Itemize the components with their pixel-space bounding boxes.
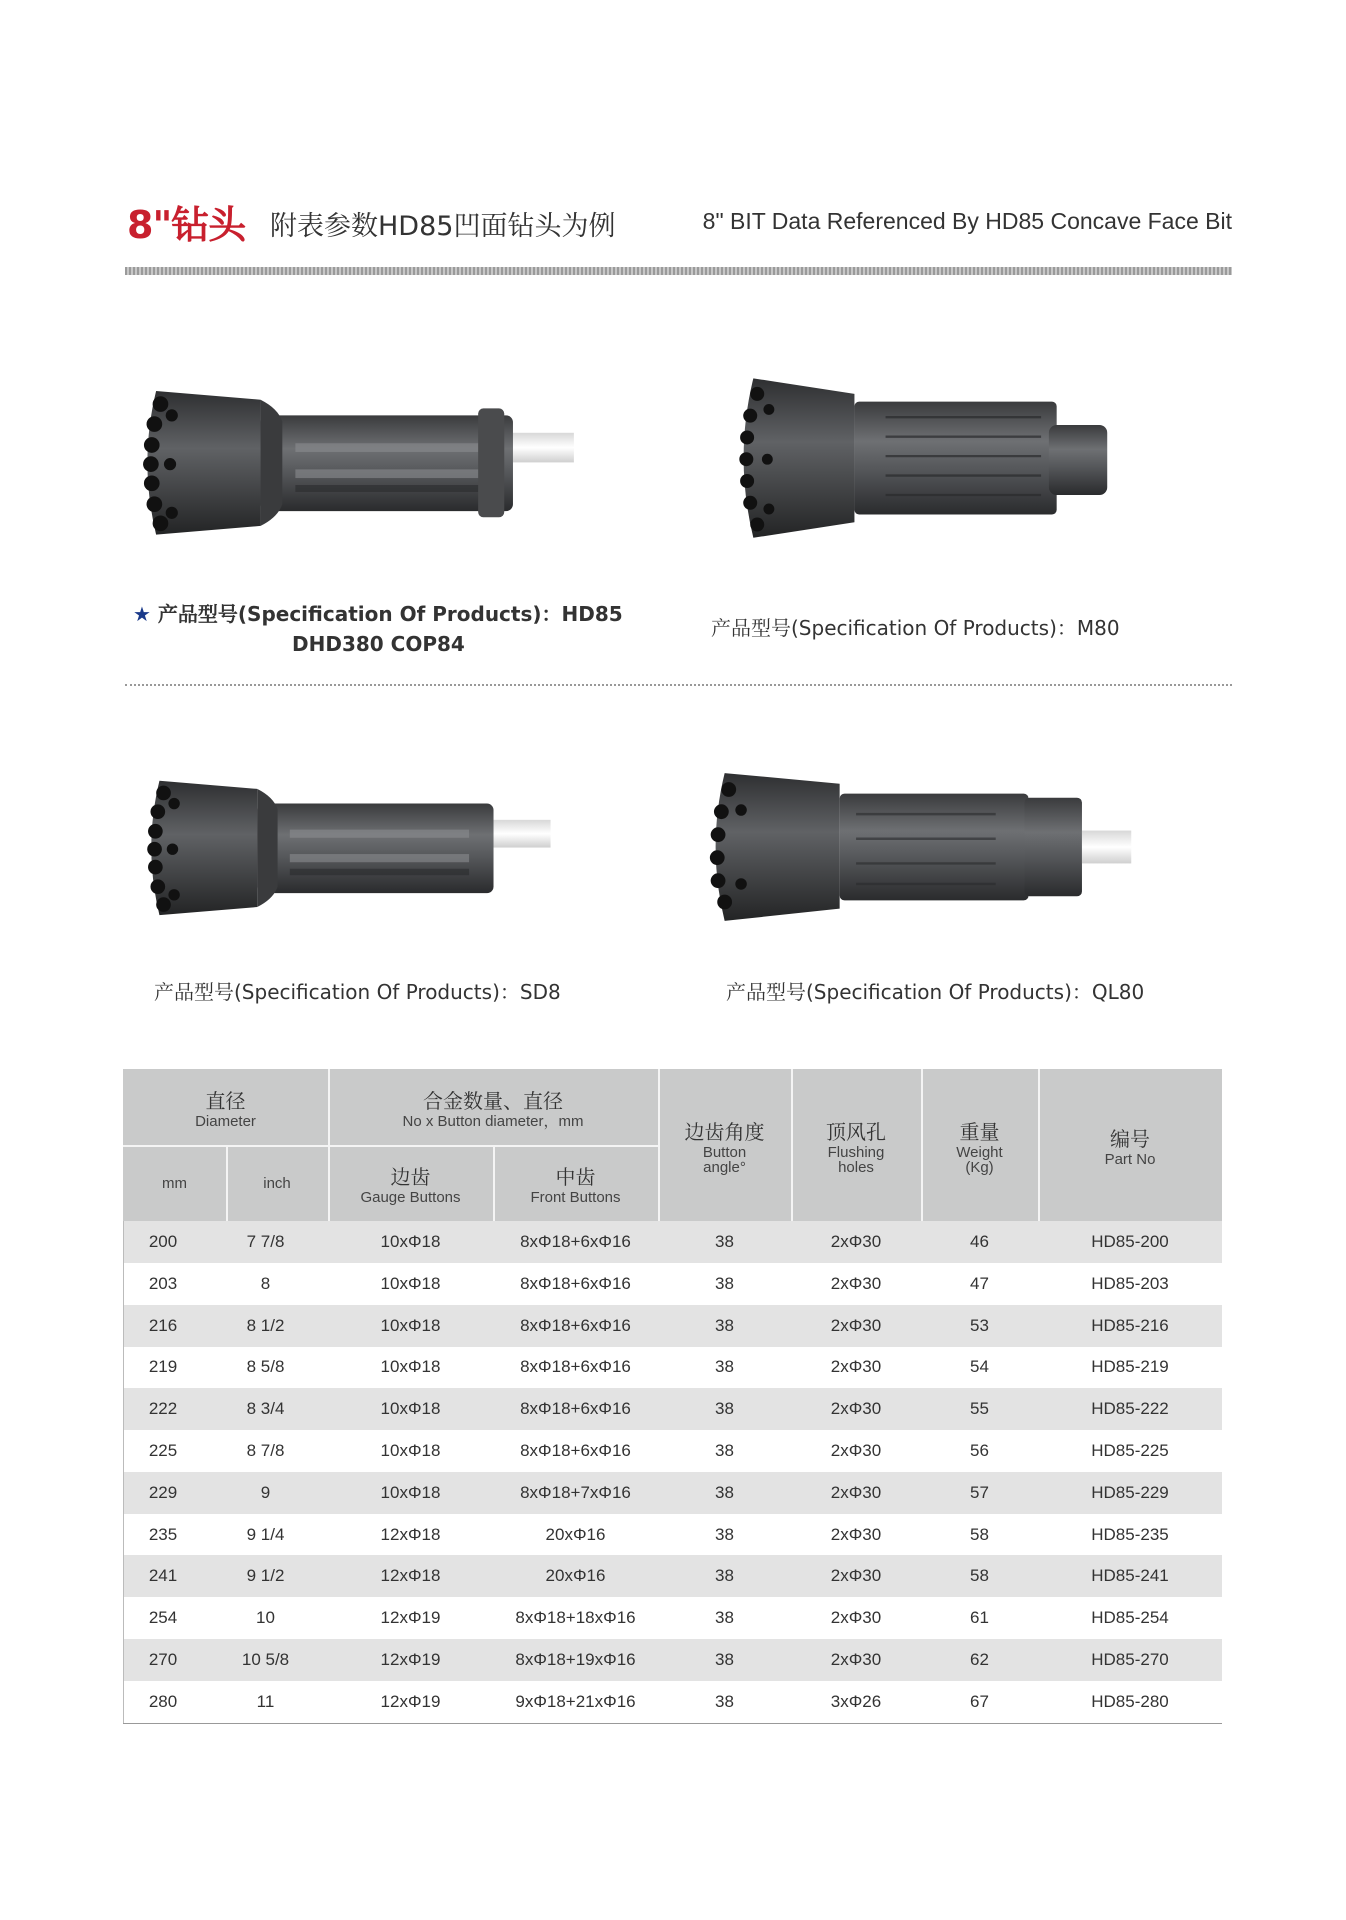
- header-flushing-holes: 顶风孔 Flushing holes: [826, 1119, 886, 1176]
- cell-mm: 219: [148, 1357, 178, 1377]
- table-row: [123, 1597, 1222, 1639]
- cell-flushing: 3xΦ26: [830, 1691, 882, 1711]
- product-image-m80: [730, 350, 1150, 570]
- cell-mm: 254: [148, 1608, 178, 1628]
- table-row: [123, 1430, 1222, 1472]
- star-icon: ★: [133, 602, 151, 626]
- header-part-no: 编号 Part No: [1104, 1127, 1156, 1168]
- cell-weight: 46: [970, 1232, 989, 1251]
- cell-angle: 38: [715, 1566, 734, 1586]
- product-image-hd85: [130, 365, 600, 565]
- product-image-sd8: [135, 755, 575, 945]
- caption-hd85: [133, 598, 623, 627]
- table-row: [123, 1681, 1222, 1723]
- cell-flushing: 2xΦ30: [830, 1608, 882, 1628]
- cell-gauge: 10xΦ18: [380, 1441, 441, 1460]
- cell-gauge: 12xΦ18: [380, 1524, 441, 1544]
- cell-part-no: HD85-235: [1091, 1524, 1169, 1544]
- cell-gauge: 12xΦ19: [380, 1608, 441, 1628]
- cell-angle: 38: [715, 1482, 734, 1502]
- caption-hd85-line2: DHD380 COP84: [292, 632, 465, 656]
- cell-gauge: 12xΦ19: [380, 1691, 441, 1711]
- cell-mm: 280: [148, 1691, 178, 1711]
- cell-inch: 8 7/8: [246, 1441, 285, 1460]
- cell-weight: 53: [970, 1315, 989, 1335]
- cell-weight: 58: [970, 1566, 989, 1586]
- chinese-title: 附表参数HD85凹面钻头为例: [270, 211, 616, 242]
- cell-angle: 38: [715, 1399, 734, 1419]
- header-divider: [125, 267, 1232, 275]
- cell-weight: 61: [970, 1608, 989, 1628]
- cell-inch: 11: [256, 1691, 275, 1711]
- cell-inch: 10 5/8: [241, 1650, 290, 1669]
- cell-weight: 67: [970, 1691, 989, 1711]
- header-gauge-buttons: 边齿 Gauge Buttons: [360, 1165, 461, 1206]
- cell-gauge: 12xΦ18: [380, 1566, 441, 1586]
- cell-front: 8xΦ18+6xΦ16: [520, 1315, 631, 1335]
- cell-front: 8xΦ18+6xΦ16: [520, 1232, 631, 1251]
- header-diameter: 直径 Diameter: [195, 1089, 256, 1130]
- cell-flushing: 2xΦ30: [830, 1566, 882, 1586]
- bit-size-title: 8"钻头: [127, 203, 246, 247]
- cell-flushing: 2xΦ30: [830, 1441, 882, 1460]
- table-row: [123, 1221, 1222, 1263]
- cell-front: 20xΦ16: [545, 1566, 606, 1586]
- cell-angle: 38: [715, 1691, 734, 1711]
- header-front-buttons: 中齿 Front Buttons: [530, 1165, 621, 1206]
- cell-flushing: 2xΦ30: [830, 1232, 882, 1251]
- spec-table: [123, 1069, 1222, 1725]
- header-weight: 重量 Weight (Kg): [956, 1119, 1003, 1176]
- table-row: [123, 1346, 1222, 1388]
- cell-part-no: HD85-270: [1091, 1650, 1169, 1669]
- cell-weight: 58: [970, 1524, 989, 1544]
- cell-mm: 203: [148, 1273, 178, 1293]
- cell-mm: 235: [148, 1524, 178, 1544]
- cell-front: 8xΦ18+19xΦ16: [515, 1650, 636, 1669]
- english-title: 8" BIT Data Referenced By HD85 Concave Face Bit: [702, 208, 1232, 234]
- cell-gauge: 10xΦ18: [380, 1232, 441, 1251]
- cell-part-no: HD85-280: [1091, 1691, 1169, 1711]
- cell-mm: 225: [148, 1441, 178, 1460]
- cell-angle: 38: [715, 1232, 734, 1251]
- cell-mm: 200: [148, 1232, 178, 1251]
- cell-inch: 9 1/4: [246, 1524, 285, 1544]
- cell-mm: 229: [148, 1482, 178, 1502]
- cell-weight: 56: [970, 1441, 989, 1460]
- cell-inch: 8 1/2: [246, 1315, 285, 1335]
- cell-flushing: 2xΦ30: [830, 1524, 882, 1544]
- header-inch: inch: [263, 1174, 291, 1192]
- cell-front: 8xΦ18+18xΦ16: [515, 1608, 636, 1628]
- table-row: [123, 1514, 1222, 1556]
- cell-front: 8xΦ18+6xΦ16: [520, 1441, 631, 1460]
- middle-divider: [125, 684, 1232, 686]
- cell-front: 8xΦ18+6xΦ16: [520, 1399, 631, 1419]
- table-row: [123, 1472, 1222, 1514]
- cell-flushing: 2xΦ30: [830, 1357, 882, 1377]
- cell-inch: 10: [256, 1608, 275, 1628]
- cell-weight: 57: [970, 1482, 989, 1502]
- cell-flushing: 2xΦ30: [830, 1273, 882, 1293]
- caption-ql80: 产品型号(Specification Of Products)：QL80: [726, 980, 1145, 1004]
- table-row: [123, 1305, 1222, 1347]
- cell-inch: 9 1/2: [246, 1566, 285, 1586]
- cell-front: 9xΦ18+21xΦ16: [515, 1691, 636, 1711]
- cell-part-no: HD85-219: [1091, 1357, 1169, 1377]
- header-button-angle: 边齿角度 Button angle°: [684, 1119, 765, 1176]
- cell-flushing: 2xΦ30: [830, 1399, 882, 1419]
- product-image-ql80: [700, 752, 1160, 942]
- cell-angle: 38: [715, 1273, 734, 1293]
- cell-part-no: HD85-241: [1091, 1566, 1169, 1586]
- cell-flushing: 2xΦ30: [830, 1650, 882, 1669]
- cell-inch: 8: [260, 1273, 271, 1293]
- table-row: [123, 1639, 1222, 1681]
- page-header: [127, 190, 1232, 247]
- cell-inch: 8 3/4: [246, 1399, 285, 1419]
- cell-flushing: 2xΦ30: [830, 1315, 882, 1335]
- header-buttons: 合金数量、直径 No x Button diameter，mm: [402, 1089, 584, 1130]
- cell-part-no: HD85-200: [1091, 1232, 1169, 1251]
- table-header: [123, 1069, 1222, 1221]
- cell-inch: 9: [260, 1482, 271, 1502]
- cell-front: 8xΦ18+6xΦ16: [520, 1357, 631, 1377]
- cell-front: 20xΦ16: [545, 1524, 606, 1544]
- caption-sd8: 产品型号(Specification Of Products)：SD8: [154, 980, 561, 1004]
- cell-front: 8xΦ18+7xΦ16: [520, 1482, 631, 1502]
- cell-part-no: HD85-254: [1091, 1608, 1169, 1628]
- cell-weight: 47: [970, 1273, 989, 1293]
- cell-gauge: 10xΦ18: [380, 1399, 441, 1419]
- cell-gauge: 10xΦ18: [380, 1357, 441, 1377]
- cell-angle: 38: [715, 1441, 734, 1460]
- table-row: [123, 1388, 1222, 1430]
- cell-mm: 222: [148, 1399, 178, 1419]
- cell-flushing: 2xΦ30: [830, 1482, 882, 1502]
- cell-part-no: HD85-216: [1091, 1315, 1169, 1335]
- caption-hd85-line1: 产品型号(Specification Of Products)：HD85: [157, 602, 623, 626]
- cell-weight: 62: [970, 1650, 989, 1669]
- cell-angle: 38: [715, 1608, 734, 1628]
- cell-part-no: HD85-203: [1091, 1273, 1169, 1293]
- cell-weight: 55: [970, 1399, 989, 1419]
- cell-inch: 7 7/8: [246, 1232, 285, 1251]
- caption-m80: 产品型号(Specification Of Products)：M80: [711, 616, 1120, 640]
- cell-mm: 241: [148, 1566, 178, 1586]
- cell-angle: 38: [715, 1357, 734, 1377]
- cell-angle: 38: [715, 1315, 734, 1335]
- cell-gauge: 10xΦ18: [380, 1273, 441, 1293]
- table-row: [123, 1555, 1222, 1597]
- cell-gauge: 10xΦ18: [380, 1315, 441, 1335]
- header-mm: mm: [162, 1174, 187, 1192]
- cell-inch: 8 5/8: [246, 1357, 285, 1377]
- table-bottom-border: [123, 1723, 1222, 1724]
- cell-angle: 38: [715, 1650, 734, 1669]
- cell-part-no: HD85-222: [1091, 1399, 1169, 1419]
- cell-part-no: HD85-229: [1091, 1482, 1169, 1502]
- cell-gauge: 10xΦ18: [380, 1482, 441, 1502]
- cell-angle: 38: [715, 1524, 734, 1544]
- cell-gauge: 12xΦ19: [380, 1650, 441, 1669]
- cell-weight: 54: [970, 1357, 989, 1377]
- cell-mm: 216: [148, 1315, 178, 1335]
- cell-front: 8xΦ18+6xΦ16: [520, 1273, 631, 1293]
- table-row: [123, 1263, 1222, 1305]
- cell-mm: 270: [148, 1650, 178, 1669]
- cell-part-no: HD85-225: [1091, 1441, 1169, 1460]
